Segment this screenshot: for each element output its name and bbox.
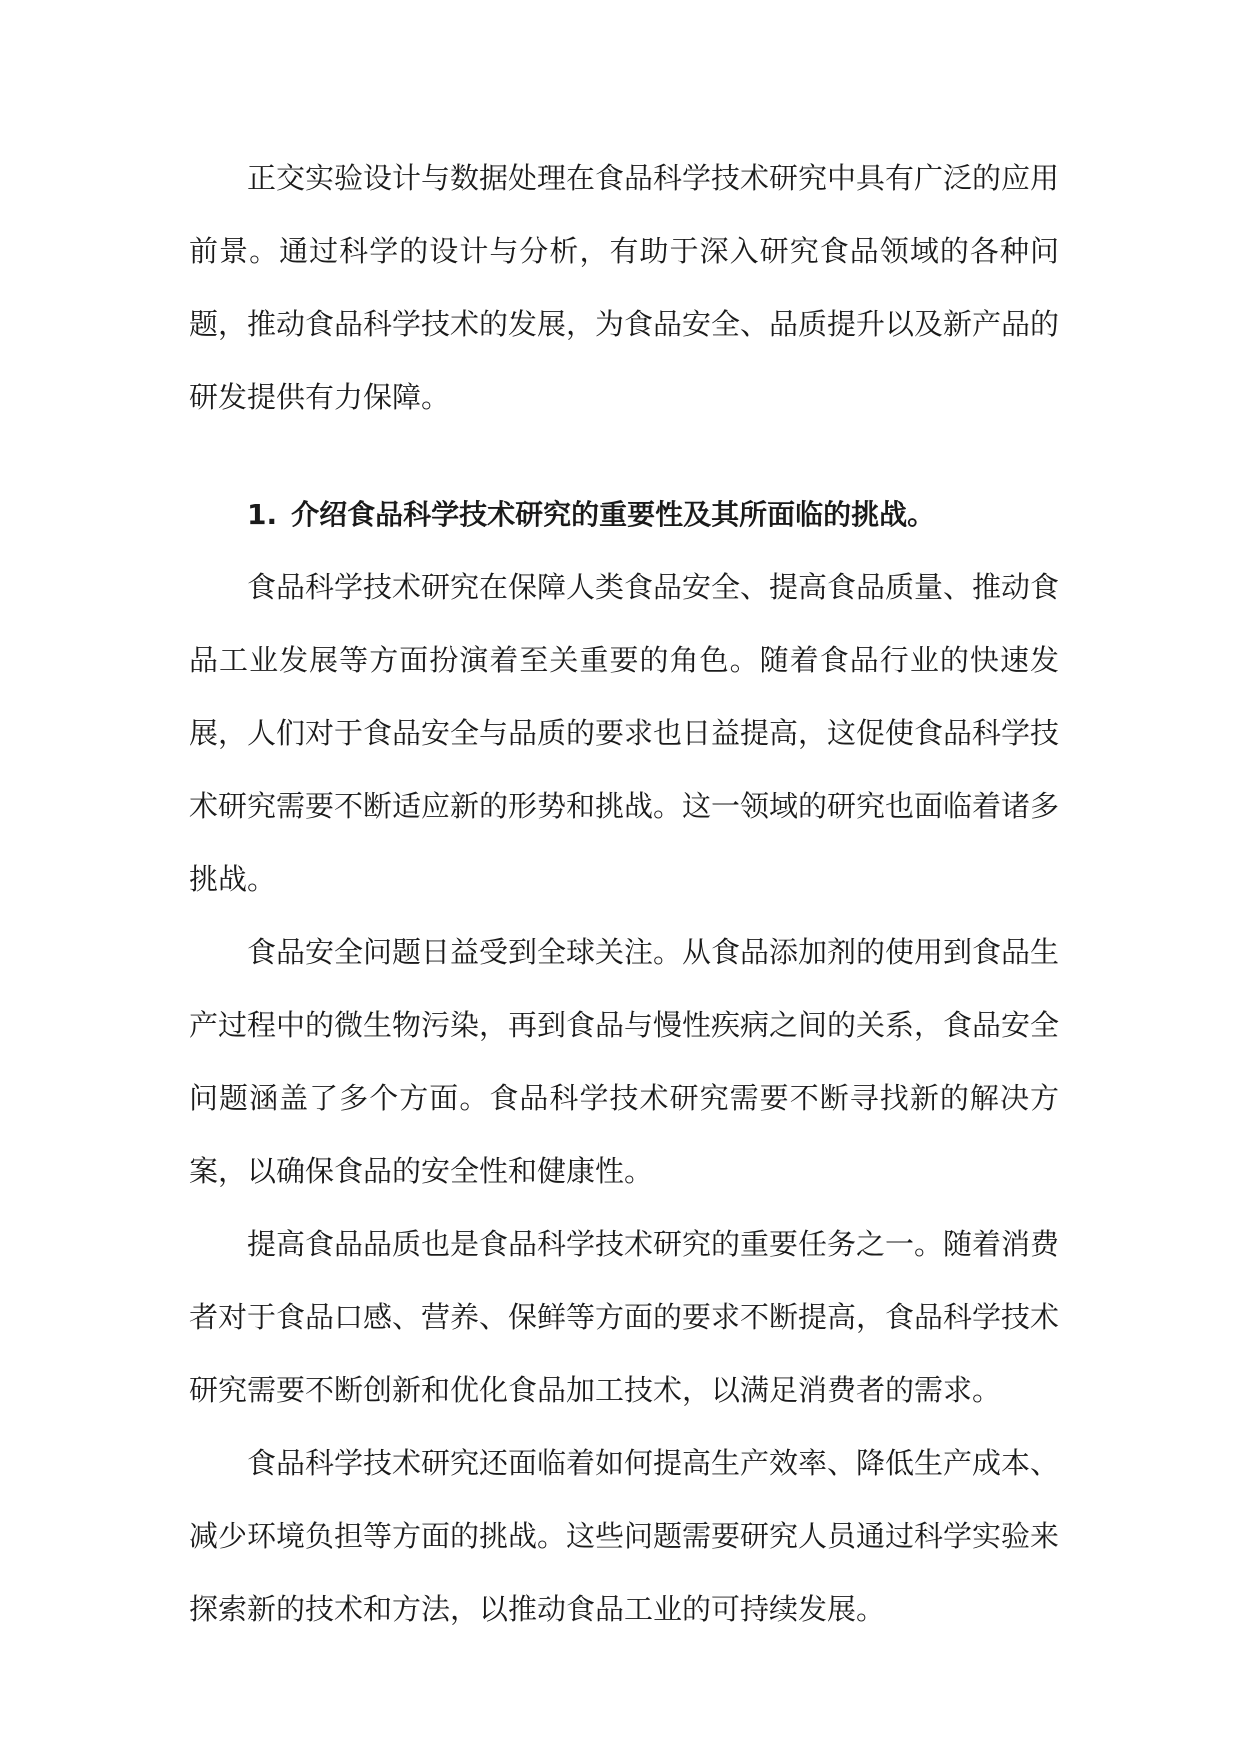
intro-paragraph: 正交实验设计与数据处理在食品科学技术研究中具有广泛的应用前景。通过科学的设计与分析，有助于深入研究食品领域的各种问题，推动食品科学技术的发展，为食品安全、品质提升以及新产品的研发提供有力保障。 bbox=[189, 161, 1060, 414]
body-paragraph-4: 食品科学技术研究还面临着如何提高生产效率、降低生产成本、减少环境负担等方面的挑战。这些问题需要研究人员通过科学实验来探索新的技术和方法，以推动食品工业的可持续发展。 bbox=[189, 1446, 1060, 1626]
body-paragraph-3: 提高食品品质也是食品科学技术研究的重要任务之一。随着消费者对于食品口感、营养、保鲜等方面的要求不断提高，食品科学技术研究需要不断创新和优化食品加工技术，以满足消费者的需求。 bbox=[189, 1227, 1060, 1407]
section-gap bbox=[189, 434, 1059, 456]
body-paragraph-2: 食品安全问题日益受到全球关注。从食品添加剂的使用到食品生产过程中的微生物污染，再到食品与慢性疾病之间的关系，食品安全问题涵盖了多个方面。食品科学技术研究需要不断寻找新的解决方案，以确保食品的安全性和健康性。 bbox=[189, 935, 1060, 1188]
section-heading bbox=[189, 478, 1059, 551]
body-paragraph-1: 食品科学技术研究在保障人类食品安全、提高食品质量、推动食品工业发展等方面扮演着至关重要的角色。随着食品行业的快速发展，人们对于食品安全与品质的要求也日益提高，这促使食品科学技术研究需要不断适应新的形势和挑战。这一领域的研究也面临着诸多挑战。 bbox=[189, 570, 1060, 896]
section-heading-number: 1. bbox=[247, 498, 278, 531]
section-heading-text: 介绍食品科学技术研究的重要性及其所面临的挑战。 bbox=[291, 498, 936, 531]
document-body bbox=[189, 142, 1059, 1646]
